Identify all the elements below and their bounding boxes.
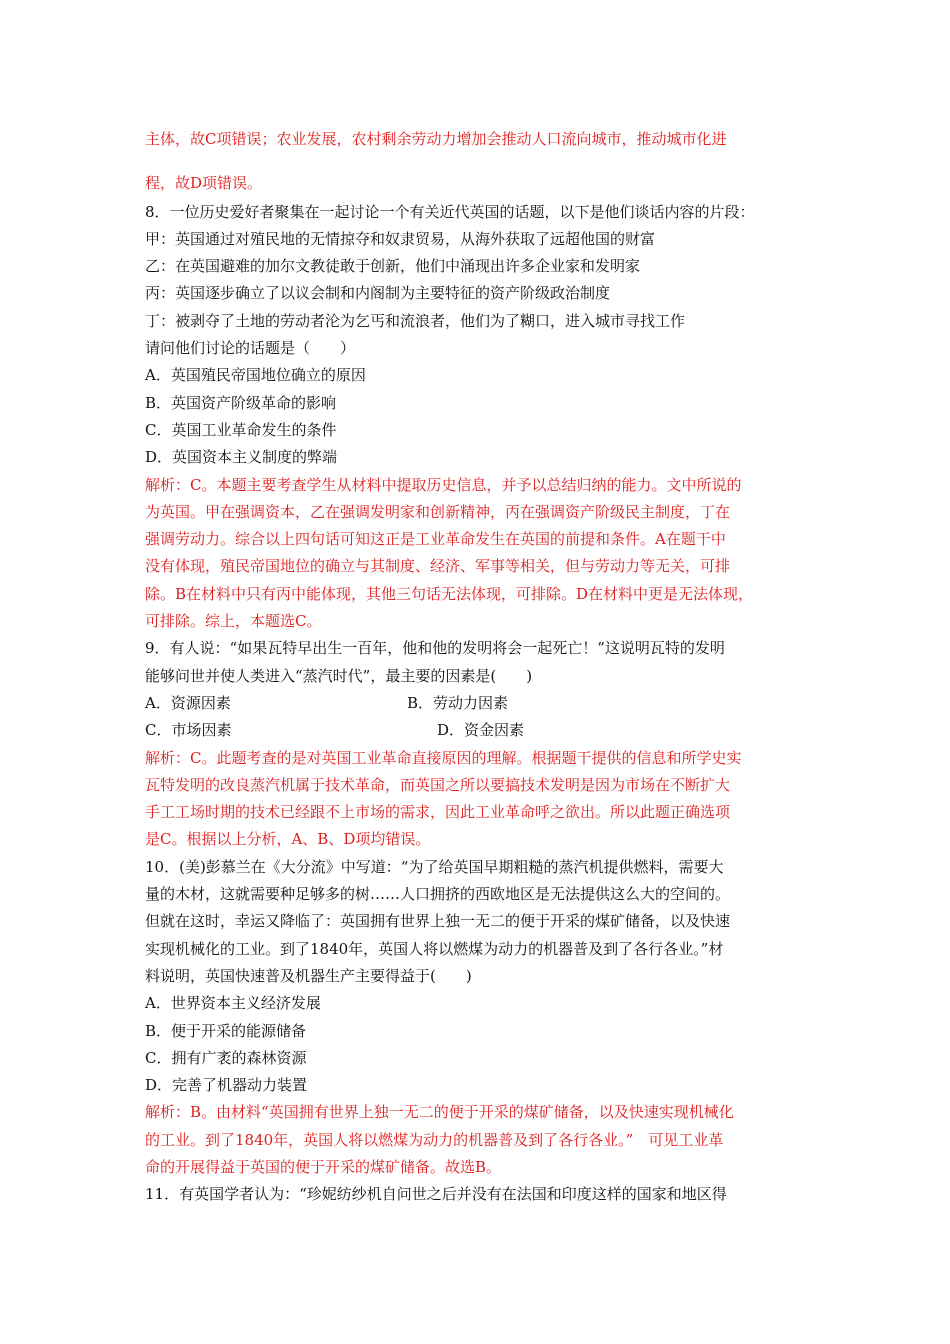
statement-bing: 丙：英国逐步确立了以议会制和内阁制为主要特征的资产阶级政治制度 bbox=[145, 284, 611, 303]
option-b: B．英国资产阶级革命的影响 bbox=[145, 393, 337, 412]
analysis-line: 的工业。到了1840年，英国人将以燃煤为动力的机器普及到了各行各业。” 可见工业革 bbox=[145, 1130, 724, 1149]
statement-jia: 甲：英国通过对殖民地的无情掠夺和奴隶贸易，从海外获取了远超他国的财富 bbox=[145, 229, 656, 248]
question-11 bbox=[145, 1181, 810, 1208]
analysis-line: 解析：C。此题考查的是对英国工业革命直接原因的理解。根据题干提供的信息和所学史实 bbox=[145, 748, 742, 767]
option-a: A．英国殖民帝国地位确立的原因 bbox=[145, 366, 366, 385]
analysis-line: 解析：C。本题主要考查学生从材料中提取历史信息，并予以总结归纳的能力。文中所说的 bbox=[145, 475, 742, 494]
analysis-line: 命的开展得益于英国的便于开采的煤矿储备。故选B。 bbox=[145, 1157, 502, 1176]
question-stem: 11．有英国学者认为：“珍妮纺纱机自问世之后并没有在法国和印度这样的国家和地区得 bbox=[145, 1185, 727, 1204]
option-b: B．便于开采的能源储备 bbox=[145, 1021, 307, 1040]
question-stem: 实现机械化的工业。到了1840年，英国人将以燃煤为动力的机器普及到了各行各业。”材 bbox=[145, 939, 724, 958]
question-stem: 9．有人说：“如果瓦特早出生一百年，他和他的发明将会一起死亡！”这说明瓦特的发明 bbox=[145, 639, 725, 658]
question-stem: 但就在这时，幸运又降临了：英国拥有世界上独一无二的便于开采的煤矿储备，以及快速 bbox=[145, 912, 731, 931]
statement-ding: 丁：被剥夺了土地的劳动者沦为乞丐和流浪者，他们为了糊口，进入城市寻找工作 bbox=[145, 311, 686, 330]
question-stem: 量的木材，这就需要种足够多的树……人口拥挤的西欧地区是无法提供这么大的空间的。 bbox=[145, 885, 731, 904]
analysis-line: 为英国。甲在强调资本，乙在强调发明家和创新精神，丙在强调资产阶级民主制度，丁在 bbox=[145, 502, 731, 521]
option-d: D．完善了机器动力装置 bbox=[145, 1076, 308, 1095]
option-c: C．拥有广袤的森林资源 bbox=[145, 1048, 307, 1067]
analysis-line: 除。B在材料中只有丙中能体现，其他三句话无法体现，可排除。D在材料中更是无法体现， bbox=[145, 584, 754, 603]
option-a: A．资源因素 bbox=[145, 693, 231, 712]
question-stem: 料说明，英国快速普及机器生产主要得益于( ) bbox=[145, 966, 472, 985]
option-b: B．劳动力因素 bbox=[407, 693, 509, 712]
question-stem: 能够问世并使人类进入“蒸汽时代”，最主要的因素是( ) bbox=[145, 666, 533, 685]
option-row bbox=[145, 717, 810, 744]
analysis-line: 可排除。综上，本题选C。 bbox=[145, 612, 322, 631]
question-prompt: 请问他们讨论的话题是（ ） bbox=[145, 339, 356, 358]
question-stem: 10．(美)彭慕兰在《大分流》中写道：“为了给英国早期粗糙的蒸汽机提供燃料，需要大 bbox=[145, 857, 724, 876]
option-a: A．世界资本主义经济发展 bbox=[145, 994, 321, 1013]
question-9 bbox=[145, 635, 810, 853]
statement-yi: 乙：在英国避难的加尔文教徒敢于创新，他们中涌现出许多企业家和发明家 bbox=[145, 257, 641, 276]
option-d: D．英国资本主义制度的弊端 bbox=[145, 448, 338, 467]
question-8 bbox=[145, 199, 810, 636]
option-row bbox=[145, 690, 810, 717]
page-content bbox=[145, 126, 810, 1209]
analysis-line: 解析：B。由材料“英国拥有世界上独一无二的便于开采的煤矿储备，以及快速实现机械化 bbox=[145, 1103, 734, 1122]
analysis-line: 主体，故C项错误；农业发展，农村剩余劳动力增加会推动人口流向城市，推动城市化进 bbox=[145, 130, 727, 148]
question-stem: 8．一位历史爱好者聚集在一起讨论一个有关近代英国的话题，以下是他们谈话内容的片段： bbox=[145, 202, 755, 221]
analysis-line: 没有体现，殖民帝国地位的确立与其制度、经济、军事等相关，但与劳动力等无关，可排 bbox=[145, 557, 731, 576]
option-c: C．市场因素 bbox=[145, 721, 232, 740]
analysis-line: 程，故D项错误。 bbox=[145, 174, 263, 193]
analysis-line: 是C。根据以上分析，A、B、D项均错误。 bbox=[145, 830, 431, 849]
option-d: D．资金因素 bbox=[437, 721, 525, 740]
analysis-line: 手工工场时期的技术已经跟不上市场的需求，因此工业革命呼之欲出。所以此题正确选项 bbox=[145, 803, 731, 822]
option-c: C．英国工业革命发生的条件 bbox=[145, 420, 337, 439]
analysis-line: 强调劳动力。综合以上四句话可知这正是工业革命发生在英国的前提和条件。A在题干中 bbox=[145, 530, 726, 549]
question-10 bbox=[145, 854, 810, 1182]
analysis-line: 瓦特发明的改良蒸汽机属于技术革命，而英国之所以要搞技术发明是因为市场在不断扩大 bbox=[145, 775, 731, 794]
